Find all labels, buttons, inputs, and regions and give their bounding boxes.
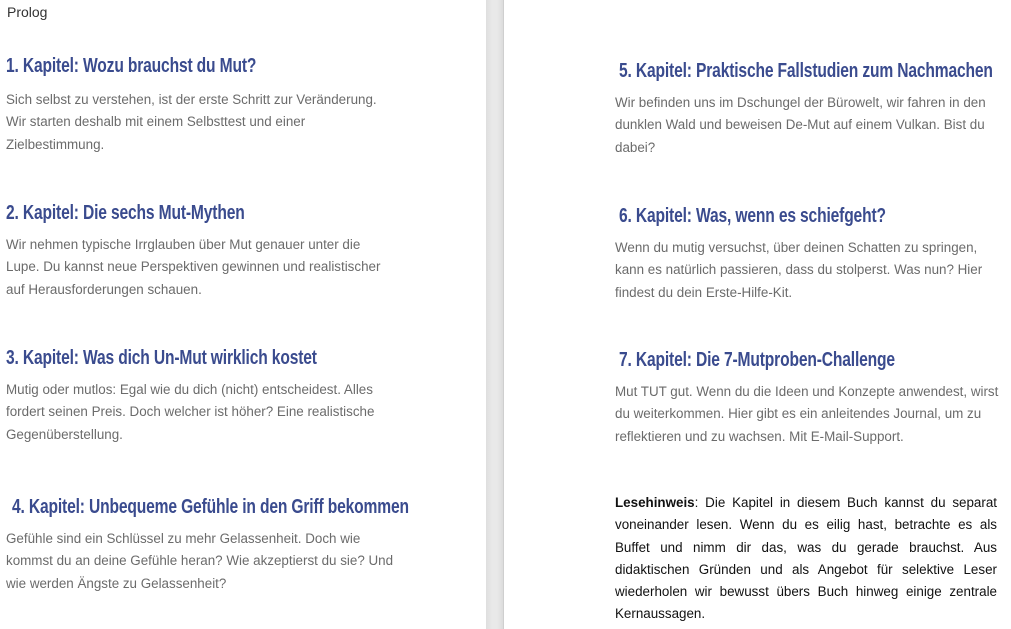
chapter-5-text: Wir befinden uns im Dschungel der Bürowelt, wir fahren in den dunklen Wald und beweisen De-Mut auf einem Vulkan. Bist du dabei? [615, 95, 986, 155]
chapter-6-title: 6. Kapitel: Was, wenn es schiefgeht? [619, 205, 886, 227]
reading-note-text: : Die Kapitel in diesem Buch kannst du separat voneinander lesen. Wenn du es eilig hast, betrachte es als Buffet und nimm dir das, was du gerade brauchst. Aus didaktischen Gründen und als Angebot für selektive Leser wiederholen wir bewusst übers Buch hinweg einige zentrale Kernaussagen. [615, 495, 997, 622]
chapter-1-title: 1. Kapitel: Wozu brauchst du Mut? [6, 55, 257, 77]
chapter-7-text: Mut TUT gut. Wenn du die Ideen und Konzepte anwendest, wirst du weiterkommen. Hier gibt es ein anleitendes Journal, um zu reflektieren und zu wachsen. Mit E-Mail-Support. [615, 384, 999, 444]
reading-note [615, 492, 997, 626]
reading-note-label: Lesehinweis [615, 495, 695, 510]
chapter-4-text: Gefühle sind ein Schlüssel zu mehr Gelassenheit. Doch wie kommst du an deine Gefühle heran? Wie akzeptierst du sie? Und wie werden Ängste zu Gelassenheit? [6, 531, 394, 591]
chapter-3-title: 3. Kapitel: Was dich Un-Mut wirklich kostet [6, 347, 317, 369]
page-gutter [486, 0, 503, 629]
chapter-5-title: 5. Kapitel: Praktische Fallstudien zum Nachmachen [619, 60, 993, 82]
chapter-6-text: Wenn du mutig versuchst, über deinen Schatten zu springen, kann es natürlich passieren, dass du stolperst. Was nun? Hier findest du dein Erste-Hilfe-Kit. [615, 240, 983, 300]
chapter-4-title: 4. Kapitel: Unbequeme Gefühle in den Griff bekommen [12, 496, 409, 518]
chapter-2-text: Wir nehmen typische Irrglauben über Mut genauer unter die Lupe. Du kannst neue Perspektiven gewinnen und realistischer auf Herausforderungen schauen. [6, 237, 381, 297]
prolog-label: Prolog [7, 4, 48, 20]
chapter-2-title: 2. Kapitel: Die sechs Mut-Mythen [6, 202, 245, 224]
chapter-7-title: 7. Kapitel: Die 7-Mutproben-Challenge [619, 349, 895, 371]
chapter-1-text: Sich selbst zu verstehen, ist der erste Schritt zur Veränderung. Wir starten deshalb mit einem Selbsttest und einer Zielbestimmung. [6, 92, 377, 152]
chapter-3-text: Mutig oder mutlos: Egal wie du dich (nicht) entscheidest. Alles fordert seinen Preis. Doch welcher ist höher? Eine realistische Gegenüberstellung. [6, 382, 375, 442]
